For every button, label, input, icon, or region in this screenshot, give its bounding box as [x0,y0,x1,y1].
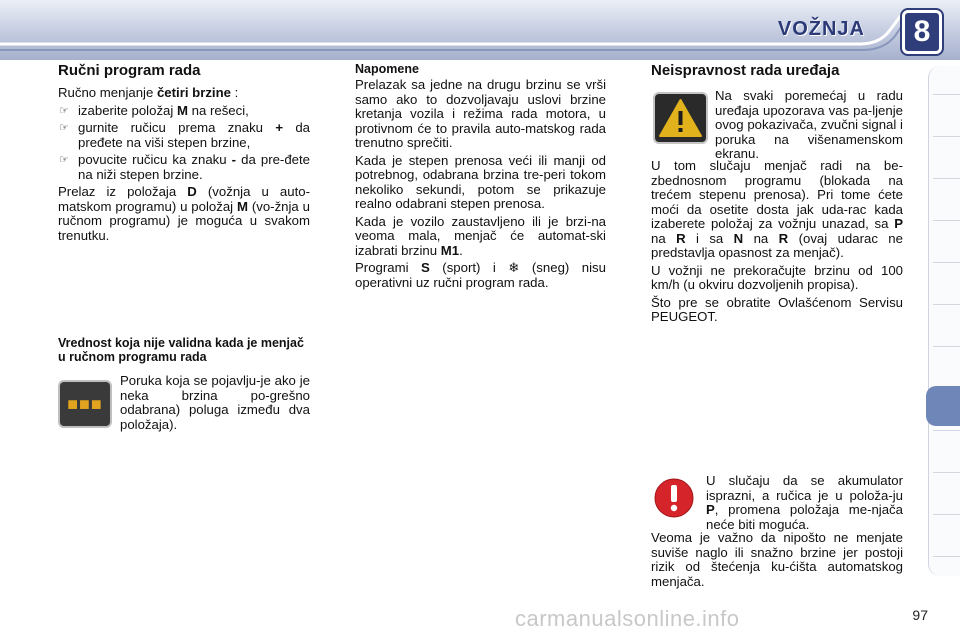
tab-divider [933,178,960,179]
notes-heading: Napomene [355,62,419,76]
list-item: ☞ povucite ručicu ka znaku - da pre-đete na niži stepen brzine. [59,152,310,182]
invalid-value-heading: Vrednost koja nije validna kada je menjač u ručnom programu rada [58,336,304,364]
malfunction-heading: Neispravnost rada uređaja [651,62,840,79]
pointing-hand-icon: ☞ [59,122,69,134]
invalid-gear-text: Poruka koja se pojavlju-je ako je neka brzina po-grešno odabrana) poluga između dva položaja). [120,373,310,432]
tab-divider [933,304,960,305]
notes-paragraph: Prelazak sa jedne na drugu brzinu se vrši samo ako to dozvoljavaju uslovi brzine kretanja vozila i režima rada motora, u protivnom će to pravila auto-matskog rada trenutno sprečiti. [355,77,606,150]
notes-paragraph: Kada je vozilo zaustavljeno ili je brzi-na veoma mala, menjač će automat-ski izabrati brzinu M1. [355,213,606,258]
tab-divider [933,262,960,263]
list-item: ☞ izaberite položaj M na rešeci, [59,102,249,118]
exclamation-alert-icon [654,478,694,518]
section-title: VOŽNJA [777,18,865,40]
watermark: carmanualsonline.info [515,606,740,631]
tab-divider [933,136,960,137]
malfunction-paragraph: U tom slučaju menjač radi na be-zbednosnom programu (blokada na trećem stepenu prenosa). Pri tome ćete moći da osetite dosta jak uda-rac kada izaberete položaj za vožnju unazad, sa P na R i sa N na R (ovaj udarac ne predstavlja opasnost za menjač). [651,158,903,260]
warning-triangle-icon [653,92,708,144]
notes-paragraph: Programi S (sport) i ❄ (sneg) nisu operativni uz ručni program rada. [355,260,606,290]
tab-divider [933,514,960,515]
manual-mode-section [58,62,310,246]
list-item: ☞ gurnite ručicu prema znaku + da pređete na viši stepen brzine, [59,120,310,150]
chapter-tab-active[interactable] [926,386,960,426]
tab-divider [933,430,960,431]
pointing-hand-icon: ☞ [59,104,69,117]
malfunction-paragraph: Što pre se obratite Ovlašćenom Servisu PEUGEOT. [651,294,903,324]
notes-paragraph: Kada je stepen prenosa veći ili manji od potrebnog, odabrana brzina tre-peri tokom nekoliko sekundi, potom se prikazuje realno odabrani stepen prenosa. [355,152,606,211]
pointing-hand-icon: ☞ [59,154,69,166]
tab-divider [933,220,960,221]
shift-warning-text: Veoma je važno da nipošto ne menjate suviše naglo ili snažno brzine jer postoji rizik od štećenja ku-ćišta automatskog menjača. [651,530,903,589]
transition-paragraph: Prelaz iz položaja D (vožnja u auto-matskom programu) u položaj M (vo-žnja u ručnom programu) je moguća u svakom trenutku. [58,184,310,243]
chapter-tab-strip [928,66,960,576]
malfunction-body [651,159,903,328]
battery-alert-text: U slučaju da se akumulator isprazni, a ručica je u položa-ju P, promena položaja me-njača neće biti moguća. [706,473,903,532]
tab-divider [933,472,960,473]
malfunction-section [651,62,903,86]
notes-section [355,62,606,293]
tab-divider [933,94,960,95]
snowflake-icon: ❄ [508,260,520,275]
manual-mode-intro: Ručno menjanje četiri brzine : [58,85,239,100]
invalid-gear-indicator-icon: ■■■ [58,380,112,428]
tab-divider [933,346,960,347]
manual-mode-heading: Ručni program rada [58,62,201,79]
page-number: 97 [912,607,928,623]
malfunction-paragraph: U vožnji ne prekoračujte brzinu od 100 km/h (u okviru dozvoljenih propisa). [651,262,903,292]
tab-divider [933,556,960,557]
chapter-badge: 8 [902,10,942,54]
warning-light-text: Na svaki poremećaj u radu uređaja upozorava vas pa-ljenje ovog pokazivača, zvučni signal i poruka na višenamenskom ekranu. [715,88,903,161]
